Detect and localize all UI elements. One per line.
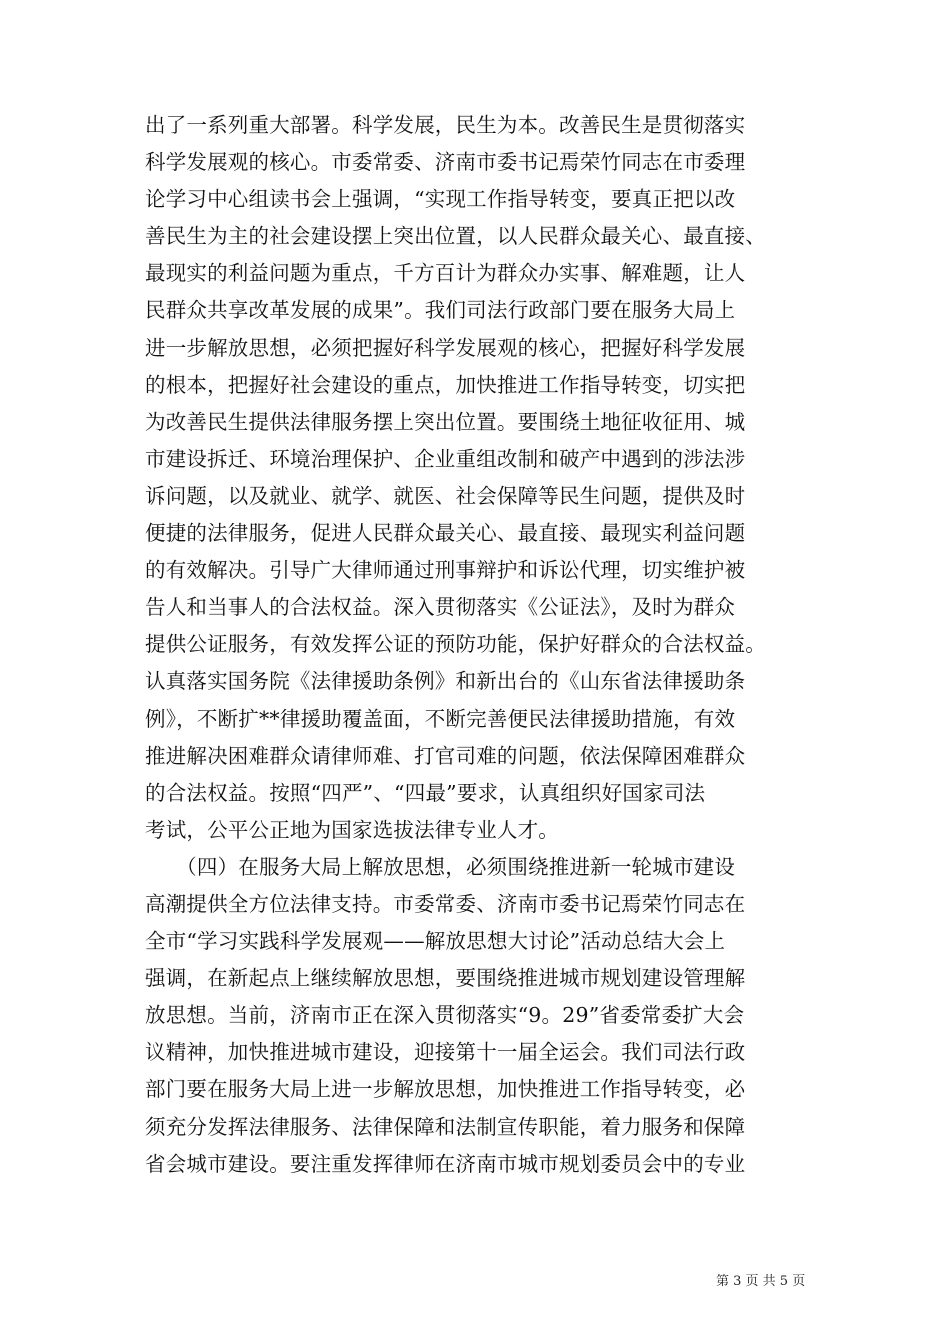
text-line: 强调，在新起点上继续解放思想，要围绕推进城市规划建设管理解 (145, 966, 746, 991)
text-line: 科学发展观的核心。市委常委、济南市委书记焉荣竹同志在市委理 (145, 150, 746, 175)
text-line: 议精神，加快推进城市建设，迎接第十一届全运会。我们司法行政 (145, 1040, 746, 1065)
text-line: 最现实的利益问题为重点，千方百计为群众办实事、解难题，让人 (145, 261, 746, 286)
text-line: 考试，公平公正地为国家选拔法律专业人才。 (145, 817, 559, 842)
text-line: 部门要在服务大局上进一步解放思想，加快推进工作指导转变，必 (145, 1077, 746, 1102)
text-line: 全市“学习实践科学发展观——解放思想大讨论”活动总结大会上 (145, 929, 726, 954)
text-line: 进一步解放思想，必须把握好科学发展观的核心，把握好科学发展 (145, 335, 746, 360)
text-line: 出了一系列重大部署。科学发展，民生为本。改善民生是贯彻落实 (145, 113, 746, 137)
text-line: 善民生为主的社会建设摆上突出位置，以人民群众最关心、最直接、 (145, 224, 766, 249)
text-line: 的根本，把握好社会建设的重点，加快推进工作指导转变，切实把 (145, 372, 746, 397)
text-line: 的有效解决。引导广大律师通过刑事辩护和诉讼代理，切实维护被 (145, 558, 746, 583)
text-line: 须充分发挥法律服务、法律保障和法制宣传职能，着力服务和保障 (145, 1114, 746, 1139)
text-line: 论学习中心组读书会上强调，“实现工作指导转变，要真正把以改 (145, 187, 736, 212)
text-line: 的合法权益。按照“四严”、“四最”要求，认真组织好国家司法 (145, 780, 706, 805)
text-line: 告人和当事人的合法权益。深入贯彻落实《公证法》，及时为群众 (145, 595, 736, 620)
document-body (145, 107, 810, 1183)
text-line: 推进解决困难群众请律师难、打官司难的问题，依法保障困难群众 (145, 743, 746, 768)
text-line: 便捷的法律服务，促进人民群众最关心、最直接、最现实利益问题 (145, 521, 746, 546)
text-line: 诉问题，以及就业、就学、就医、社会保障等民生问题，提供及时 (145, 483, 746, 508)
text-line: 认真落实国务院《法律援助条例》和新出台的《山东省法律援助条 (145, 669, 746, 694)
text-line: （四）在服务大局上解放思想，必须围绕推进新一轮城市建设 (145, 854, 736, 879)
text-line: 为改善民生提供法律服务摆上突出位置。要围绕土地征收征用、城 (145, 409, 746, 434)
page-number: 第 3 页 共 5 页 (716, 1274, 806, 1289)
text-line: 高潮提供全方位法律支持。市委常委、济南市委书记焉荣竹同志在 (145, 891, 746, 916)
text-line: 市建设拆迁、环境治理保护、企业重组改制和破产中遇到的涉法涉 (145, 446, 746, 471)
text-line: 省会城市建设。要注重发挥律师在济南市城市规划委员会中的专业 (145, 1151, 746, 1176)
text-line: 提供公证服务，有效发挥公证的预防功能，保护好群众的合法权益。 (145, 632, 766, 657)
text-line: 民群众共享改革发展的成果”。我们司法行政部门要在服务大局上 (145, 298, 736, 323)
text-line: 例》，不断扩**律援助覆盖面，不断完善便民法律援助措施，有效 (145, 706, 736, 731)
text-line: 放思想。当前，济南市正在深入贯彻落实“9。29”省委常委扩大会 (145, 1003, 745, 1028)
